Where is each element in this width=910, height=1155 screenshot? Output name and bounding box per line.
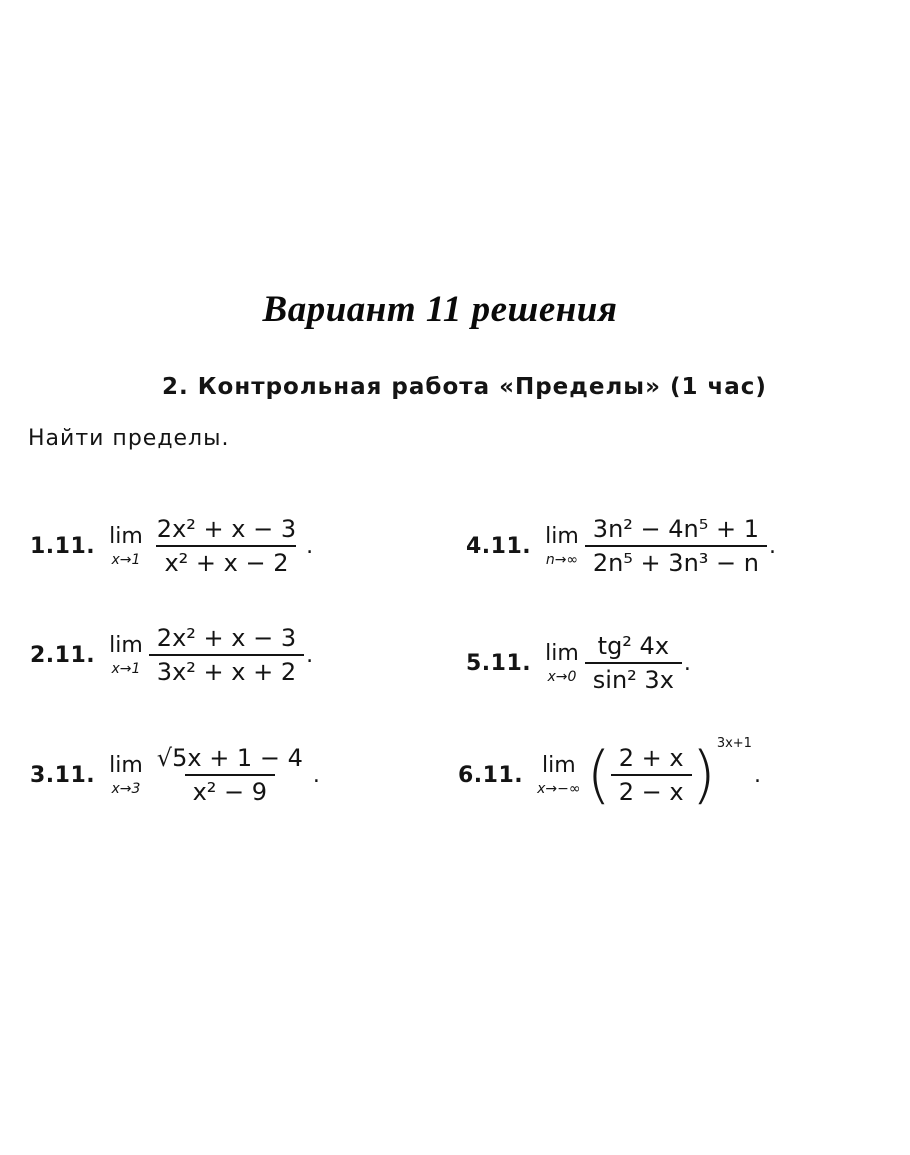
denominator: x² − 9 <box>185 774 275 808</box>
lim-subscript: x→−∞ <box>537 781 581 797</box>
lim-word: lim <box>545 524 579 549</box>
fraction <box>585 630 682 696</box>
fraction <box>149 742 311 808</box>
numerator: tg² 4x <box>597 632 670 660</box>
fraction <box>149 622 304 688</box>
numerator: 2x² + x − 3 <box>156 624 297 652</box>
limit-operator <box>537 753 580 797</box>
problem-5-11 <box>466 630 691 696</box>
end-period: . <box>306 533 314 559</box>
lim-word: lim <box>109 633 143 658</box>
end-period: . <box>769 533 777 559</box>
limit-operator <box>109 633 143 677</box>
lim-subscript: n→∞ <box>545 552 579 568</box>
numerator: 2 + x <box>618 744 684 772</box>
problem-4-11 <box>466 513 776 579</box>
denominator: 2 − x <box>611 774 692 808</box>
fraction <box>585 513 767 579</box>
problem-6-11 <box>458 736 761 811</box>
problem-number: 1.11. <box>30 533 96 559</box>
end-period: . <box>683 650 691 676</box>
problem-3-11 <box>30 742 320 808</box>
exponent: 3x+1 <box>716 736 752 751</box>
lim-word: lim <box>542 753 576 778</box>
denominator: 3x² + x + 2 <box>149 654 304 688</box>
fraction <box>149 513 304 579</box>
denominator: sin² 3x <box>585 662 682 696</box>
limit-operator <box>545 524 579 568</box>
problem-number: 6.11. <box>458 762 524 788</box>
numerator: 3n² − 4n⁵ + 1 <box>592 515 760 543</box>
problem-number: 2.11. <box>30 642 96 668</box>
denominator: x² + x − 2 <box>156 545 296 579</box>
lim-subscript: x→1 <box>111 552 141 568</box>
instruction-text: Найти пределы. <box>28 426 230 451</box>
problem-number: 3.11. <box>30 762 96 788</box>
problem-1-11 <box>30 513 313 579</box>
denominator: 2n⁵ + 3n³ − n <box>585 545 767 579</box>
limit-operator <box>109 753 143 797</box>
lim-word: lim <box>545 641 579 666</box>
lim-subscript: x→0 <box>547 669 577 685</box>
problem-number: 4.11. <box>466 533 532 559</box>
lim-word: lim <box>109 524 143 549</box>
lim-subscript: x→1 <box>111 661 141 677</box>
lim-word: lim <box>109 753 143 778</box>
limit-operator <box>109 524 143 568</box>
open-paren: ( <box>586 738 611 811</box>
lim-subscript: x→3 <box>111 781 141 797</box>
limit-operator <box>545 641 579 685</box>
page-title: Вариант 11 решения <box>262 289 618 330</box>
numerator: 2x² + x − 3 <box>156 515 297 543</box>
problem-number: 5.11. <box>466 650 532 676</box>
close-paren: ) <box>691 738 716 811</box>
section-heading: 2. Контрольная работа «Пределы» (1 час) <box>162 374 767 400</box>
end-period: . <box>753 762 761 788</box>
fraction <box>611 742 692 808</box>
problem-2-11 <box>30 622 313 688</box>
end-period: . <box>306 642 314 668</box>
numerator: √5x + 1 − 4 <box>156 744 303 772</box>
end-period: . <box>312 762 320 788</box>
